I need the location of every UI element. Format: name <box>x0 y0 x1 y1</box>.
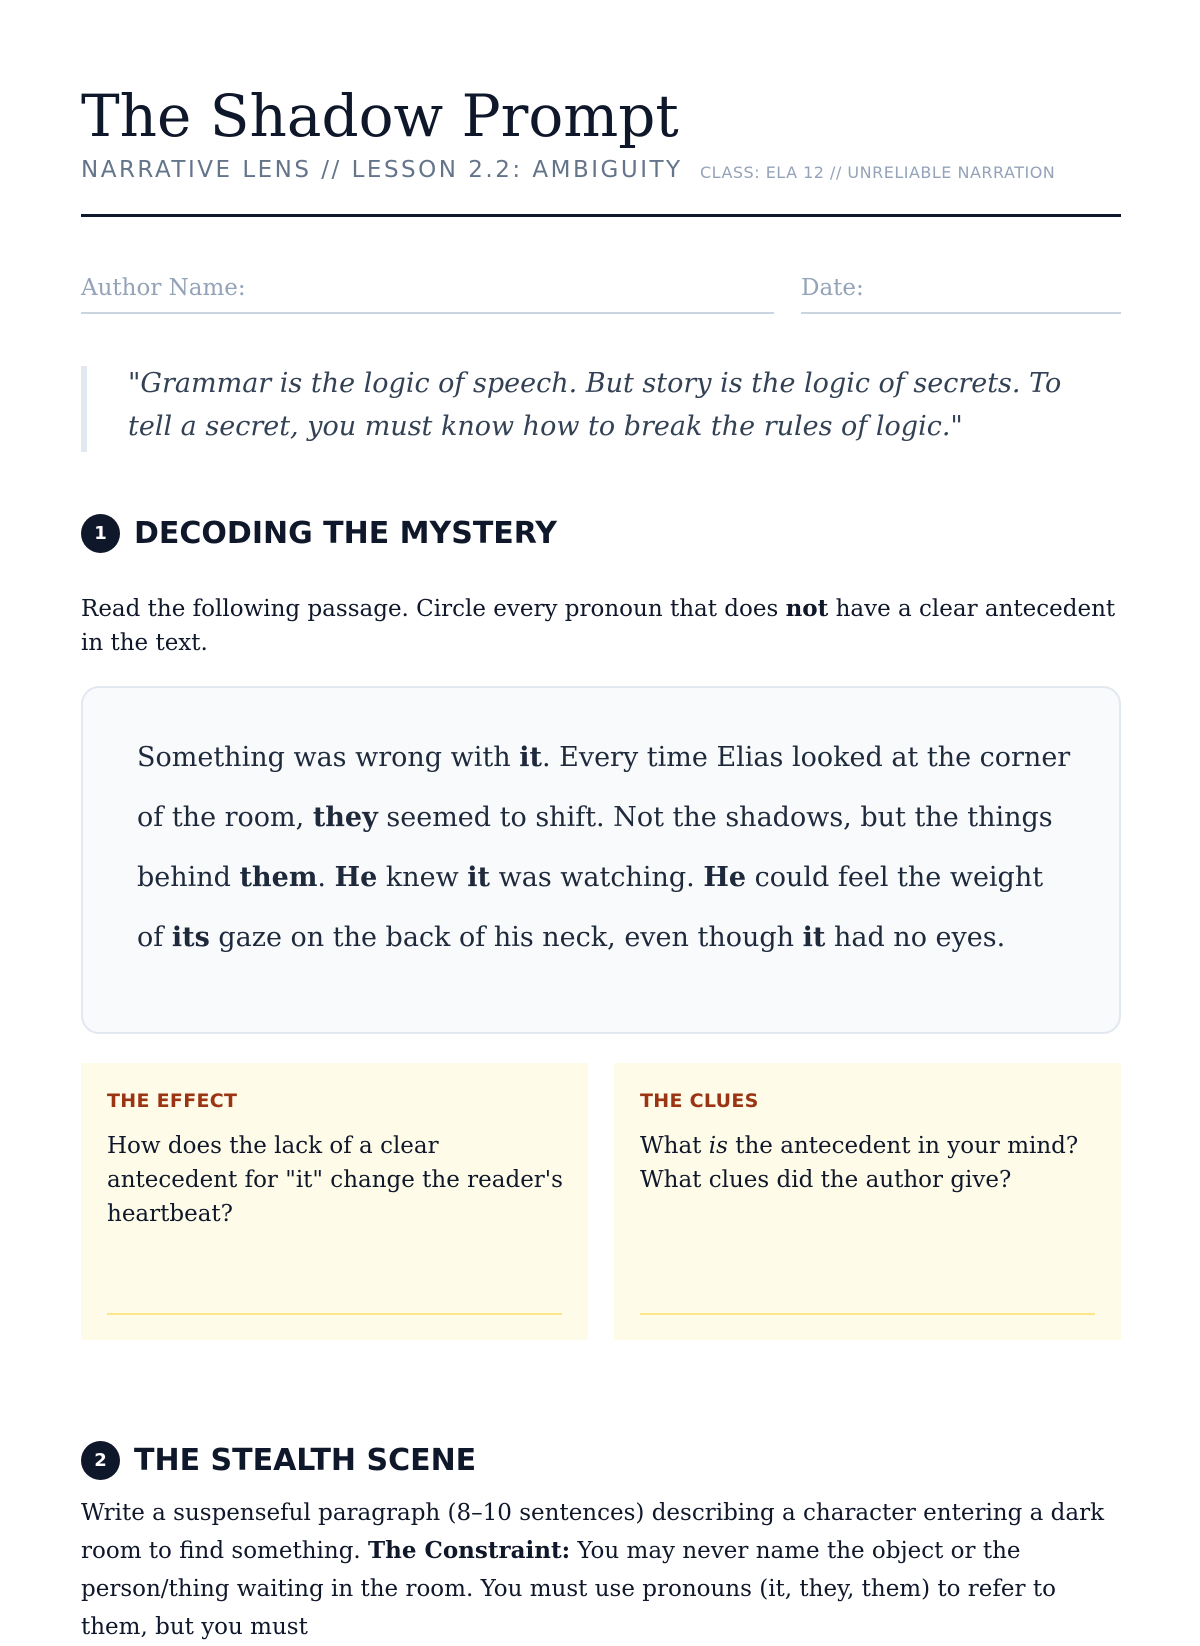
lesson-subtitle: NARRATIVE LENS // LESSON 2.2: AMBIGUITY <box>81 157 683 183</box>
class-meta: CLASS: ELA 12 // UNRELIABLE NARRATION <box>700 163 1056 182</box>
question-fragment: What <box>640 1133 709 1159</box>
section-title: THE STEALTH SCENE <box>134 1443 477 1478</box>
pronoun[interactable]: He <box>334 862 378 893</box>
pronoun[interactable]: them <box>239 862 318 893</box>
instructions-text: have a clear antecedent in the text. <box>81 596 1116 656</box>
question-fragment: How does the lack of a clear antecedent for "it" change the reader's heartbeat? <box>107 1133 563 1227</box>
effect-card <box>81 1063 588 1340</box>
clues-card <box>614 1063 1121 1340</box>
passage-fragment: . Every time Elias looked at the corner of the room, <box>137 742 1071 833</box>
section-title: DECODING THE MYSTERY <box>134 516 557 551</box>
passage-fragment: had no eyes. <box>825 922 1006 953</box>
instructions-text: You may never name the object or the person/thing waiting in the room. You must use pronouns (it, they, them) to refer to them, but you must <box>81 1538 1056 1640</box>
instructions-text: Write a suspenseful paragraph (8–10 sentences) describing a character entering a dark room to find something. <box>81 1500 1105 1564</box>
answer-line[interactable] <box>640 1313 1095 1315</box>
section-2-instructions <box>81 1494 1121 1646</box>
pronoun[interactable]: it <box>467 862 491 893</box>
date-field[interactable] <box>801 268 1121 314</box>
author-name-label: Author Name: <box>81 275 246 301</box>
header-divider <box>81 214 1121 217</box>
quote-text: "Grammar is the logic of speech. But story is the logic of secrets. To tell a secret, you must know how to break the rules of logic." <box>128 368 1062 442</box>
card-label: THE EFFECT <box>107 1090 238 1112</box>
pronoun[interactable]: He <box>703 862 747 893</box>
page-title: The Shadow Prompt <box>81 82 679 150</box>
pronoun[interactable]: its <box>171 922 210 953</box>
passage-fragment: knew <box>377 862 468 893</box>
section-number-badge: 1 <box>81 514 120 553</box>
date-label: Date: <box>801 275 864 301</box>
pronoun[interactable]: it <box>802 922 826 953</box>
card-label: THE CLUES <box>640 1090 759 1112</box>
question-fragment: the antecedent in your mind? What clues did the author give? <box>640 1133 1079 1193</box>
instructions-emphasis: not <box>785 595 829 622</box>
card-question <box>640 1129 1096 1197</box>
card-question <box>107 1129 563 1231</box>
quote-accent-bar <box>81 366 87 452</box>
instructions-text: Read the following passage. Circle every pronoun that does <box>81 596 786 622</box>
passage-fragment: Something was wrong with <box>137 742 520 773</box>
passage-fragment: seemed to shift. Not the shadows, but the things behind <box>137 802 1053 893</box>
passage-text <box>137 728 1077 968</box>
passage-fragment: gaze on the back of his neck, even though <box>209 922 803 953</box>
section-1-instructions <box>81 592 1121 660</box>
passage-box <box>81 686 1121 1034</box>
answer-line[interactable] <box>107 1313 562 1315</box>
pronoun[interactable]: it <box>519 742 542 773</box>
author-name-field[interactable] <box>81 268 774 314</box>
epigraph-quote <box>81 366 1121 452</box>
passage-fragment: . <box>317 862 335 893</box>
pronoun[interactable]: they <box>312 802 378 833</box>
question-fragment: is <box>708 1133 728 1159</box>
passage-fragment: could feel the weight of <box>137 862 1044 953</box>
passage-fragment: was watching. <box>490 862 704 893</box>
section-number-badge: 2 <box>81 1441 120 1480</box>
constraint-label: The Constraint: <box>368 1537 571 1564</box>
